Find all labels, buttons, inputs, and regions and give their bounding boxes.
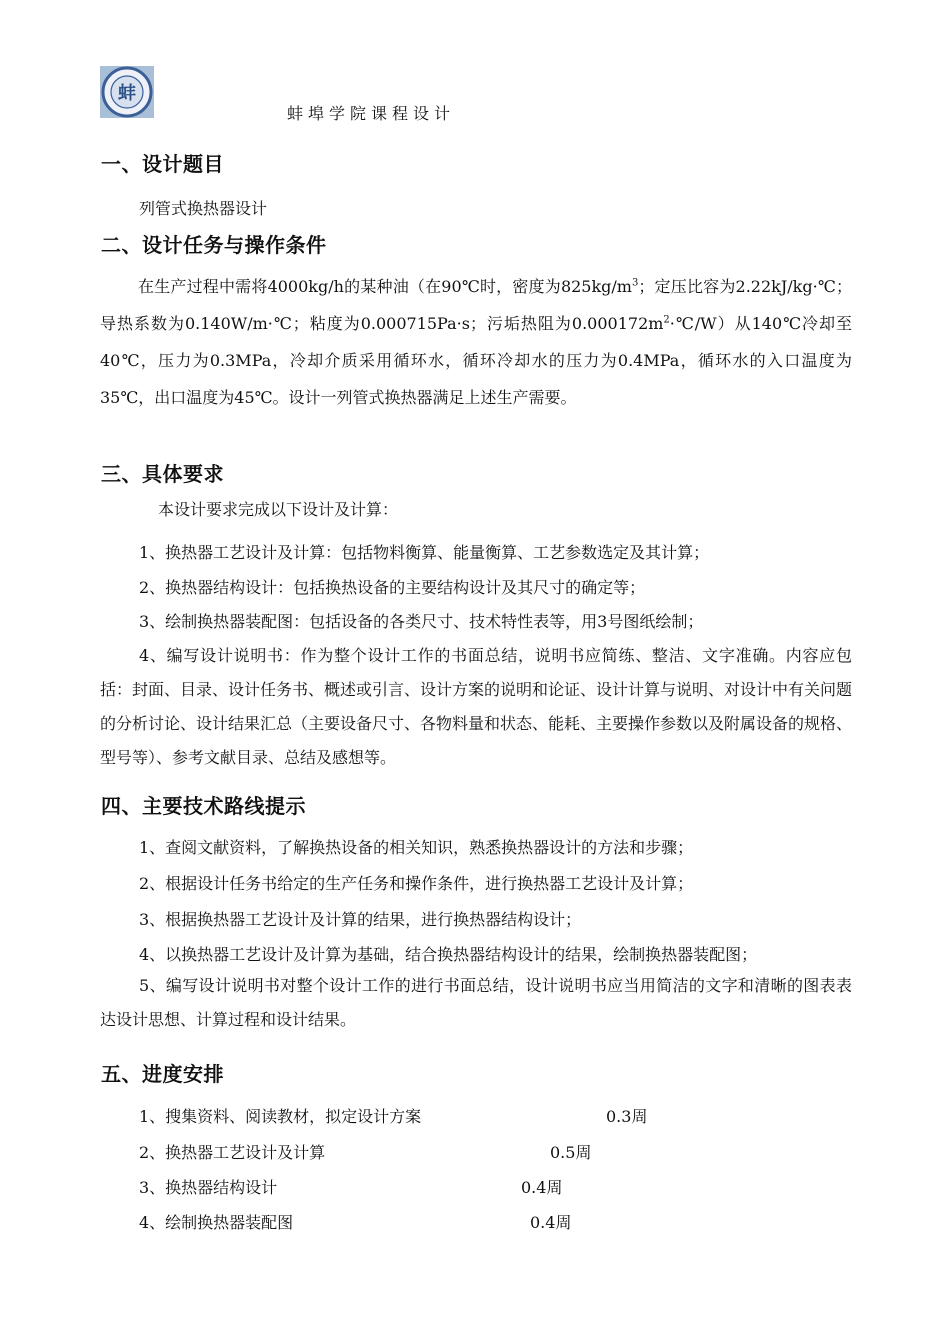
section-heading-2: 二、设计任务与操作条件 [101,233,327,257]
design-topic: 列管式换热器设计 [139,199,268,218]
svg-text:蚌: 蚌 [118,83,136,104]
college-logo [100,66,154,118]
route-item: 4、以换热器工艺设计及计算为基础，结合换热器结构设计的结果，绘制换热器装配图； [139,945,758,964]
schedule-duration: 0.4周 [530,1213,572,1232]
header-title: 蚌埠学院课程设计 [287,104,456,123]
requirement-item: 3、绘制换热器装配图：包括设备的各类尺寸、技术特性表等，用3号图纸绘制； [139,612,704,631]
route-item: 5、编写设计说明书对整个设计工作的进行书面总结，设计说明书应当用简洁的文字和清晰的图表表达设计思想、计算过程和设计结果。 [100,976,852,1029]
task-conditions-paragraph: 在生产过程中需将4000kg/h的某种油（在90℃时，密度为$825kg/m^3$；定压比容为2.22kJ/kg·℃；导热系数为0.140W/m·℃；粘度为0.000715Pa·s；污垢热阻为$0.000172m^2\cdot℃/W$）从140℃冷却至40℃，压力为0.3MPa，冷却介质采用循环水，循环冷却水的压力为0.4MPa，循环水的入口温度为35℃，出口温度为45℃。设计一列管式换热器满足上述生产需要。 [100,277,852,407]
schedule-duration: 0.5周 [550,1143,592,1162]
route-item: 1、查阅文献资料，了解换热设备的相关知识，熟悉换热器设计的方法和步骤； [139,838,694,857]
requirements-intro: 本设计要求完成以下设计及计算： [158,500,399,519]
requirement-item: 2、换热器结构设计：包括换热设备的主要结构设计及其尺寸的确定等； [139,578,646,597]
requirement-item: 4、编写设计说明书：作为整个设计工作的书面总结，说明书应简练、整洁、文字准确。内容应包括：封面、目录、设计任务书、概述或引言、设计方案的说明和论证、设计计算与说明、对设计中有关问题的分析讨论、设计结果汇总（主要设备尺寸、各物料量和状态、能耗、主要操作参数以及附属设备的规格、型号等）、参考文献目录、总结及感想等。 [100,646,853,767]
schedule-task: 4、绘制换热器装配图 [139,1213,294,1232]
requirement-item: 1、换热器工艺设计及计算：包括物料衡算、能量衡算、工艺参数选定及其计算； [139,543,710,562]
schedule-duration: 0.3周 [606,1107,648,1126]
schedule-duration: 0.4周 [521,1178,563,1197]
route-item: 2、根据设计任务书给定的生产任务和操作条件，进行换热器工艺设计及计算； [139,874,694,893]
section-heading-3: 三、具体要求 [101,462,224,486]
schedule-task: 1、搜集资料、阅读教材，拟定设计方案 [139,1107,422,1126]
section-heading-5: 五、进度安排 [101,1062,224,1086]
section-heading-4: 四、主要技术路线提示 [101,794,306,818]
section-heading-1: 一、设计题目 [101,152,224,176]
route-item: 3、根据换热器工艺设计及计算的结果，进行换热器结构设计； [139,910,582,929]
schedule-task: 2、换热器工艺设计及计算 [139,1143,326,1162]
schedule-task: 3、换热器结构设计 [139,1178,278,1197]
